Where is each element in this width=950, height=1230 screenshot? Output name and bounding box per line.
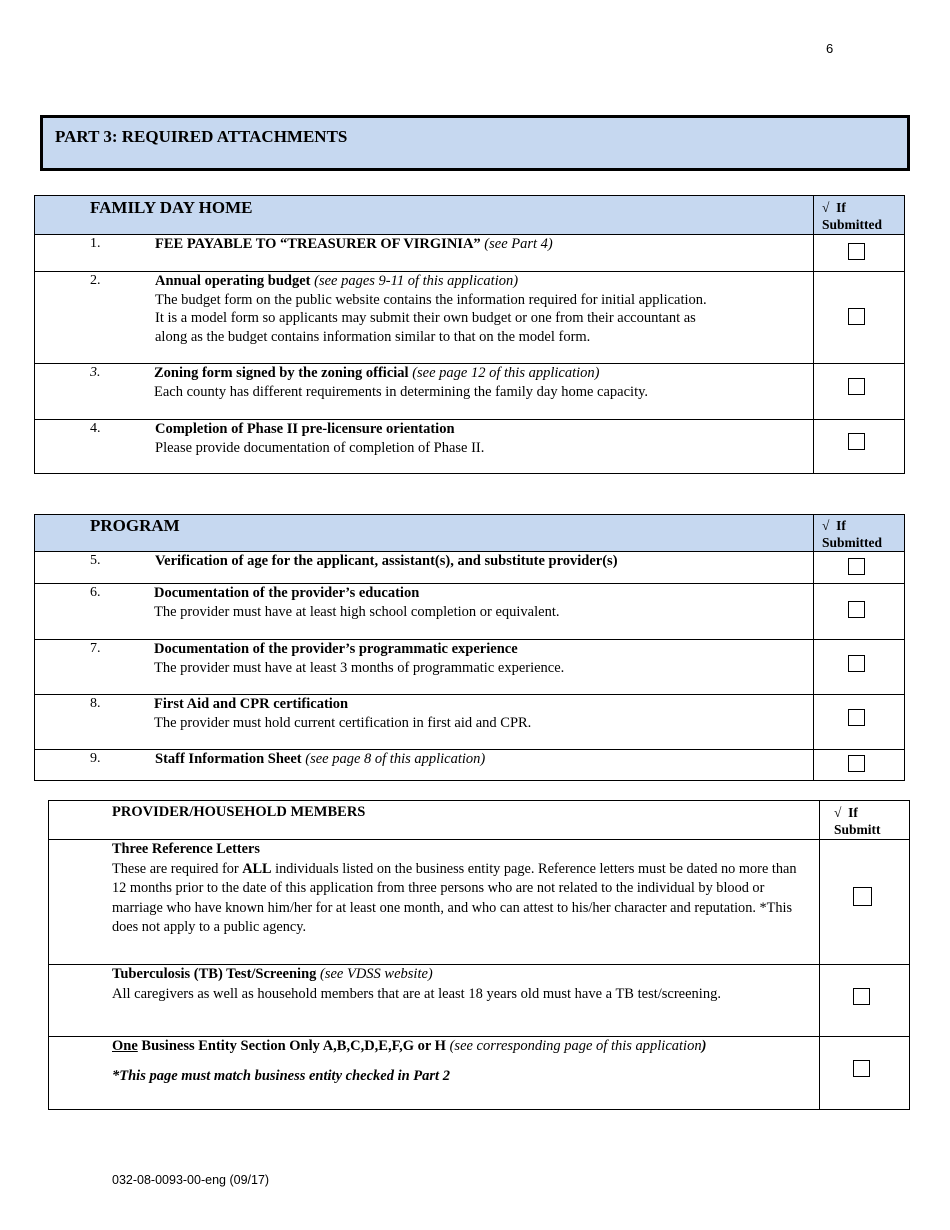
column-divider xyxy=(813,515,814,780)
household-title: PROVIDER/HOUSEHOLD MEMBERS xyxy=(112,804,366,820)
tb-row xyxy=(49,964,909,1036)
tb-checkbox[interactable] xyxy=(853,988,870,1005)
table-row-6: 6. Documentation of the provider’s education The provider must have at least high school completion or equivalent. xyxy=(35,583,904,639)
program-table xyxy=(34,514,905,781)
if-submitted-header: √ If Submitt xyxy=(834,805,881,837)
table-row-8: 8. First Aid and CPR certification The provider must hold current certification in first aid and CPR. xyxy=(35,694,904,749)
references-checkbox[interactable] xyxy=(853,887,872,906)
part-header xyxy=(40,115,910,171)
column-divider xyxy=(819,801,820,1109)
tb-text: Tuberculosis (TB) Test/Screening (see VDSS website) All caregivers as well as household members that are at least 18 years old must have a TB test/screening. xyxy=(112,966,721,1002)
table-row-7: 7. Documentation of the provider’s programmatic experience The provider must have at least 3 months of programmatic experience. xyxy=(35,639,904,694)
item-9-checkbox[interactable] xyxy=(848,755,865,772)
item-9-text: Staff Information Sheet (see page 8 of this application) xyxy=(155,751,486,767)
if-submitted-header: √ If Submitted xyxy=(822,200,883,232)
if-submitted-header: √ If Submitted xyxy=(822,518,883,550)
family-day-home-header xyxy=(35,196,904,234)
table-row-1: 1. FEE PAYABLE TO “TREASURER OF VIRGINIA” (see Part 4) xyxy=(35,234,904,271)
table-row-2: 2. Annual operating budget (see pages 9-11 of this application) The budget form on the public website contains the information required for initial application. It is a model form so applicants may submit their own budget or one from their accountant as along as the budget contains information similar to that on the model form. xyxy=(35,271,904,363)
item-7-text: Documentation of the provider’s programmatic experience The provider must have at least 3 months of programmatic experience. xyxy=(154,641,565,676)
item-8-checkbox[interactable] xyxy=(848,709,865,726)
business-entity-row xyxy=(49,1036,909,1110)
family-day-home-table xyxy=(34,195,905,474)
checkmark-symbol: √ xyxy=(834,805,842,820)
item-2-checkbox[interactable] xyxy=(848,308,865,325)
item-1-text: FEE PAYABLE TO “TREASURER OF VIRGINIA” (see Part 4) xyxy=(155,236,553,252)
item-4-text: Completion of Phase II pre-licensure orientation Please provide documentation of completion of Phase II. xyxy=(155,421,485,456)
checkmark-symbol: √ xyxy=(822,200,830,215)
item-8-text: First Aid and CPR certification The provider must hold current certification in first aid and CPR. xyxy=(154,696,532,731)
item-7-checkbox[interactable] xyxy=(848,655,865,672)
household-members-table xyxy=(48,800,910,1110)
business-entity-text: One Business Entity Section Only A,B,C,D,E,F,G or H (see corresponding page of this application) *This page must match business entity checked in Part 2 xyxy=(112,1038,707,1084)
item-4-checkbox[interactable] xyxy=(848,433,865,450)
table-row-5: 5. Verification of age for the applicant, assistant(s), and substitute provider(s) xyxy=(35,551,904,583)
page-number: 6 xyxy=(826,41,834,56)
item-1-checkbox[interactable] xyxy=(848,243,865,260)
table-row-4: 4. Completion of Phase II pre-licensure orientation Please provide documentation of completion of Phase II. xyxy=(35,419,904,474)
program-header xyxy=(35,515,904,551)
item-5-text: Verification of age for the applicant, assistant(s), and substitute provider(s) xyxy=(155,553,618,569)
item-6-text: Documentation of the provider’s education The provider must have at least high school completion or equivalent. xyxy=(154,585,560,620)
household-header xyxy=(49,801,909,839)
part-title: PART 3: REQUIRED ATTACHMENTS xyxy=(55,127,348,146)
program-title: PROGRAM xyxy=(90,516,180,535)
business-entity-checkbox[interactable] xyxy=(853,1060,870,1077)
item-6-checkbox[interactable] xyxy=(848,601,865,618)
column-divider xyxy=(813,196,814,473)
form-footer-code: 032-08-0093-00-eng (09/17) xyxy=(112,1173,270,1187)
checkmark-symbol: √ xyxy=(822,518,830,533)
table-row-3: 3. Zoning form signed by the zoning official (see page 12 of this application) Each county has different requirements in determining the family day home capacity. xyxy=(35,363,904,419)
table-row-9: 9. Staff Information Sheet (see page 8 of this application) xyxy=(35,749,904,781)
family-day-home-title: FAMILY DAY HOME xyxy=(90,198,253,217)
item-2-text: Annual operating budget (see pages 9-11 of this application) The budget form on the public website contains the information required for initial application. It is a model form so applicants may submit their own budget or one from their accountant as along as the budget contains information similar to that on the model form. xyxy=(155,273,707,345)
references-row xyxy=(49,839,909,964)
item-3-checkbox[interactable] xyxy=(848,378,865,395)
item-3-text: Zoning form signed by the zoning official (see page 12 of this application) Each county has different requirements in determining the family day home capacity. xyxy=(154,365,649,400)
item-5-checkbox[interactable] xyxy=(848,558,865,575)
references-text: Three Reference Letters These are required for ALL individuals listed on the business entity page. Reference letters must be dated no more than 12 months prior to the date of this application from three persons who are not related to the individual by blood or marriage who have known him/her for at least one month, and who can attest to his/her character and reputation. *This does not apply to a public agency. xyxy=(112,841,797,935)
